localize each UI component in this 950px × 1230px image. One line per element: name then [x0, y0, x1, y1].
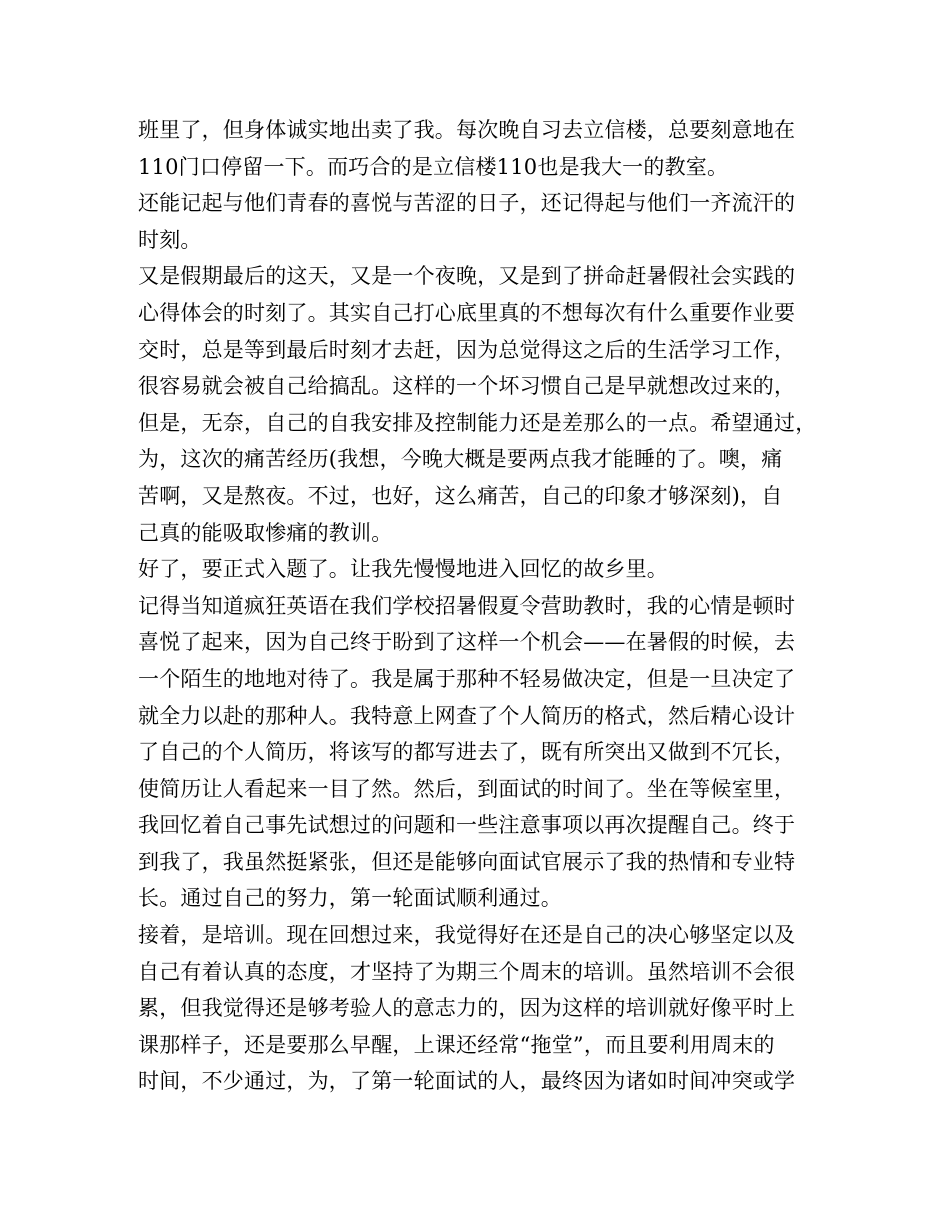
text-line: 自己有着认真的态度，才坚持了为期三个周末的培训。虽然培训不会很 — [138, 959, 796, 984]
text-line: 接着，是培训。现在回想过来，我觉得好在还是自己的决心够坚定以及 — [138, 923, 796, 948]
text-line: 110门口停留一下。而巧合的是立信楼110也是我大一的教室。 — [138, 154, 729, 179]
text-line: 使简历让人看起来一目了然。然后，到面试的时间了。坐在等候室里， — [138, 776, 796, 801]
text-line: 长。通过自己的努力，第一轮面试顺利通过。 — [138, 886, 562, 911]
text-line: 喜悦了起来，因为自己终于盼到了这样一个机会——在暑假的时候，去 — [138, 630, 796, 655]
text-line: 一个陌生的地地对待了。我是属于那种不轻易做决定，但是一旦决定了 — [138, 666, 796, 691]
text-line: 班里了，但身体诚实地出卖了我。每次晚自习去立信楼，总要刻意地在 — [138, 118, 796, 142]
text-line: 了自己的个人简历，将该写的都写进去了，既有所突出又做到不冗长， — [138, 740, 796, 765]
text-line: 就全力以赴的那种人。我特意上网查了个人简历的格式，然后精心设计 — [138, 703, 796, 728]
text-line: 累，但我觉得还是够考验人的意志力的，因为这样的培训就好像平时上 — [138, 996, 796, 1021]
text-line: 为，这次的痛苦经历(我想，今晚大概是要两点我才能睡的了。噢，痛 — [138, 447, 783, 472]
text-line: 时刻。 — [138, 227, 202, 252]
text-line: 己真的能吸取惨痛的教训。 — [138, 520, 393, 545]
text-line: 到我了，我虽然挺紧张，但还是能够向面试官展示了我的热情和专业特 — [138, 849, 796, 874]
text-line: 还能记起与他们青春的喜悦与苦涩的日子，还记得起与他们一齐流汗的 — [138, 191, 796, 216]
text-line: 时间，不少通过，为，了第一轮面试的人，最终因为诸如时间冲突或学 — [138, 1069, 796, 1094]
text-line: 记得当知道疯狂英语在我们学校招暑假夏令营助教时，我的心情是顿时 — [138, 593, 796, 618]
text-line: 心得体会的时刻了。其实自己打心底里真的不想每次有什么重要作业要 — [138, 300, 796, 325]
text-line: 又是假期最后的这天，又是一个夜晚，又是到了拼命赶暑假社会实践的 — [138, 264, 796, 289]
text-line: 交时，总是等到最后时刻才去赶，因为总觉得这之后的生活学习工作， — [138, 337, 796, 362]
text-line: 苦啊，又是熬夜。不过，也好，这么痛苦，自己的印象才够深刻)，自 — [138, 483, 783, 508]
text-line: 课那样子，还是要那么早醒，上课还经常“拖堂”，而且要利用周末的 — [138, 1032, 775, 1057]
text-line: 好了，要正式入题了。让我先慢慢地进入回忆的故乡里。 — [138, 557, 668, 582]
text-line: 很容易就会被自己给搞乱。这样的一个坏习惯自己是早就想改过来的， — [138, 374, 796, 399]
body-text — [138, 112, 828, 1100]
text-line: 我回忆着自己事先试想过的问题和一些注意事项以再次提醒自己。终于 — [138, 813, 796, 838]
text-line: 但是，无奈，自己的自我安排及控制能力还是差那么的一点。希望通过， — [138, 410, 817, 435]
